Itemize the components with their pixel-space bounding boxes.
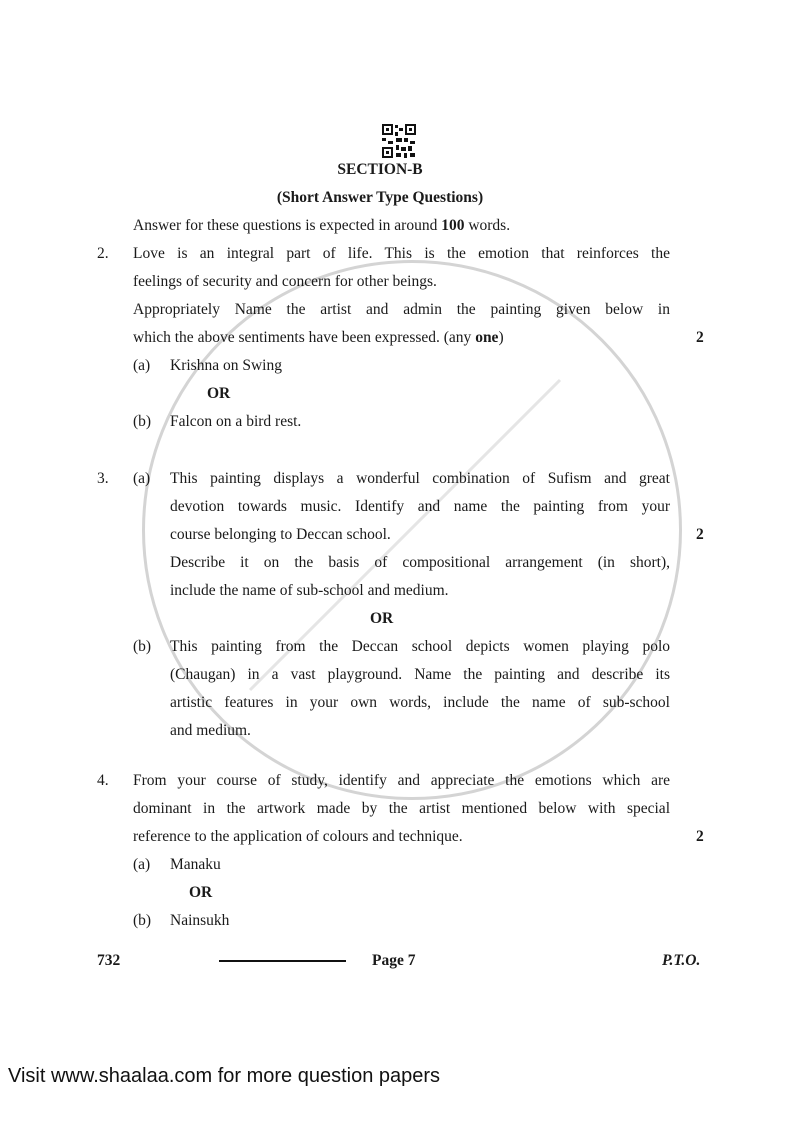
or-separator: OR: [207, 385, 231, 402]
paper-code: 732: [97, 952, 121, 969]
option-text: Nainsukh: [170, 912, 230, 929]
question-3a-line: This painting displays a wonderful combination of Sufism and great: [170, 470, 670, 487]
question-2-marks: 2: [696, 329, 704, 346]
question-3b-line: This painting from the Deccan school depicts women playing polo: [170, 638, 670, 655]
option-text: Falcon on a bird rest.: [170, 413, 302, 430]
page-number: Page 7: [372, 952, 416, 969]
question-3b-line: (Chaugan) in a vast playground. Name the painting and describe its: [170, 666, 670, 683]
section-subtitle: (Short Answer Type Questions): [276, 189, 484, 206]
question-4-line: reference to the application of colours and technique.: [133, 828, 463, 845]
site-banner: Visit www.shaalaa.com for more question papers: [8, 1065, 441, 1087]
question-2-line: Love is an integral part of life. This is the emotion that reinforces the: [133, 245, 670, 262]
question-2-line: [133, 328, 504, 348]
question-3b-line: artistic features in your own words, include the name of sub-school: [170, 694, 670, 711]
question-3a-line: devotion towards music. Identify and name the painting from your: [170, 498, 670, 515]
question-4-marks: 2: [696, 828, 704, 845]
question-3-marks: 2: [696, 526, 704, 543]
qr-code-icon: [382, 124, 416, 158]
option-label: (a): [133, 856, 151, 873]
option-text: Krishna on Swing: [170, 357, 282, 374]
question-4-line: From your course of study, identify and appreciate the emotions which are: [133, 772, 670, 789]
question-2-text: which the above sentiments have been expressed. (any: [133, 329, 476, 346]
footer-divider: [219, 960, 346, 962]
option-label: (a): [133, 470, 151, 487]
option-label: (b): [133, 638, 152, 655]
question-2-text-end: ): [498, 329, 504, 346]
option-text: Manaku: [170, 856, 221, 873]
section-instruction: [133, 216, 510, 236]
question-2-number: 2.: [97, 245, 109, 262]
or-separator: OR: [189, 884, 213, 901]
question-4-number: 4.: [97, 772, 109, 789]
section-title: SECTION-B: [337, 161, 423, 178]
option-label: (b): [133, 912, 152, 929]
question-2-line: feelings of security and concern for other beings.: [133, 273, 437, 290]
instruction-text: Answer for these questions is expected in around: [133, 217, 442, 234]
instruction-text-end: words.: [464, 217, 511, 234]
question-3b-line: and medium.: [170, 722, 251, 739]
or-separator: OR: [370, 610, 394, 627]
question-3-number: 3.: [97, 470, 109, 487]
instruction-word-count: 100: [441, 217, 465, 234]
option-label: (b): [133, 413, 152, 430]
question-3a-line: course belonging to Deccan school.: [170, 526, 391, 543]
question-4-line: dominant in the artwork made by the artist mentioned below with special: [133, 800, 670, 817]
question-2-line: Appropriately Name the artist and admin the painting given below in: [133, 301, 670, 318]
question-2-emphasis: one: [475, 329, 499, 346]
question-3a-line: Describe it on the basis of compositional arrangement (in short),: [170, 554, 670, 571]
option-label: (a): [133, 357, 151, 374]
please-turn-over: P.T.O.: [662, 952, 701, 969]
question-3a-line: include the name of sub-school and medium.: [170, 582, 449, 599]
